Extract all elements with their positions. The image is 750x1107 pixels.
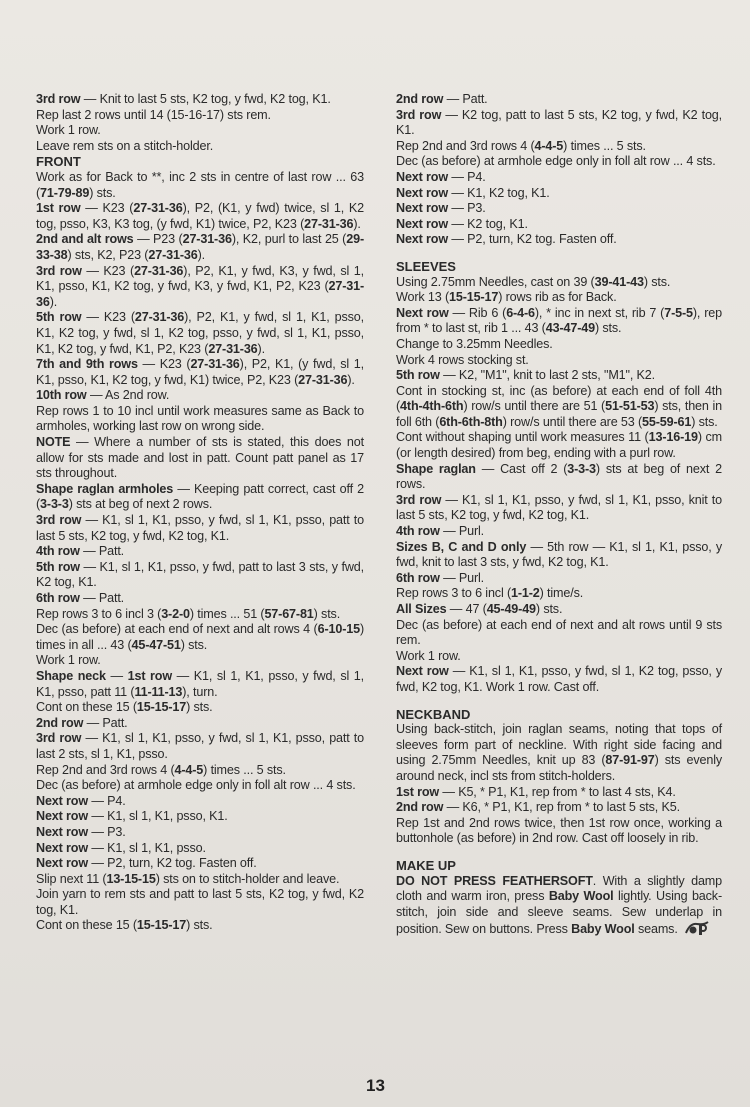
pattern-line: 3rd row — K2 tog, patt to last 5 sts, K2 tog, y fwd, K2 tog, K1. xyxy=(396,107,722,138)
pattern-line: Using 2.75mm Needles, cast on 39 (39-41-43) sts. xyxy=(396,274,671,289)
pattern-line: Next row — K1, K2 tog, K1. xyxy=(396,185,550,200)
pattern-line: 6th row — Purl. xyxy=(396,570,485,585)
pattern-line: 4th row — Purl. xyxy=(396,524,485,539)
pattern-line: Using back-stitch, join raglan seams, noting that tops of sleeves form part of neckline. With right side facing and using 2.75mm Needles, knit up 83 (87-91-97) sts evenly around neck, incl sts from stitch-holders. xyxy=(396,722,722,783)
pattern-line: Cont on these 15 (15-15-17) sts. xyxy=(36,700,213,715)
pattern-line: Work 1 row. xyxy=(396,648,461,663)
pattern-line: NOTE — Where a number of sts is stated, this does not allow for sts made and lost in patt. Count patt panel as 17 sts throughout. xyxy=(36,435,364,481)
pattern-line: Next row — P4. xyxy=(396,169,486,184)
pattern-line: 2nd row — Patt. xyxy=(396,92,488,106)
pattern-line: Rep rows 3 to 6 incl 3 (3-2-0) times ... 51 (57-67-81) sts. xyxy=(36,606,341,621)
pattern-line: DO NOT PRESS FEATHERSOFT. With a slightly damp cloth and warm iron, press Baby Wool lightly. Using back-stitch, join side and sleeve seams. Sew underlap in position. Sew on buttons. Press Baby Wool seams. xyxy=(396,874,722,941)
pattern-line: Work 1 row. xyxy=(36,123,101,138)
pattern-line: Shape raglan armholes — Keeping patt correct, cast off 2 (3-3-3) sts at beg of next 2 rows. xyxy=(36,481,364,512)
pattern-line: Change to 3.25mm Needles. xyxy=(396,336,553,351)
patons-logo-icon xyxy=(684,920,710,941)
pattern-line: Next row — K1, sl 1, K1, psso, K1. xyxy=(36,809,228,824)
pattern-line: 3rd row — Knit to last 5 sts, K2 tog, y fwd, K2 tog, K1. xyxy=(36,92,331,106)
pattern-line: All Sizes — 47 (45-49-49) sts. xyxy=(396,602,563,616)
pattern-line: Next row — P3. xyxy=(36,824,126,839)
pattern-line: Work 4 rows stocking st. xyxy=(396,352,529,367)
pattern-line: 1st row — K5, * P1, K1, rep from * to last 4 sts, K4. xyxy=(396,784,676,799)
front-continued xyxy=(396,92,722,248)
pattern-line: Rep 1st and 2nd rows twice, then 1st row once, working a buttonhole (as before) in 2nd row. Cast off loosely in rib. xyxy=(396,815,722,846)
pattern-line: Next row — P3. xyxy=(396,201,486,216)
pattern-line: Work as for Back to **, inc 2 sts in centre of last row ... 63 (71-79-89) sts. xyxy=(36,169,364,200)
pattern-line: Leave rem sts on a stitch-holder. xyxy=(36,138,214,153)
pattern-line: Rep rows 3 to 6 incl (1-1-2) time/s. xyxy=(396,586,584,601)
pattern-line: Next row — K1, sl 1, K1, psso. xyxy=(36,840,206,855)
pattern-line: 2nd and alt rows — P23 (27-31-36), K2, purl to last 25 (29-33-38) sts, K2, P23 (27-31-36). xyxy=(36,232,364,262)
section-heading-sleeves: SLEEVES xyxy=(396,258,456,274)
pattern-line: Next row — K1, sl 1, K1, psso, y fwd, sl 1, K2 tog, psso, y fwd, K2 tog, K1. Work 1 row. Cast off. xyxy=(396,664,722,694)
pattern-line: Shape raglan — Cast off 2 (3-3-3) sts at beg of next 2 rows. xyxy=(396,461,722,492)
pattern-line: Next row — P2, turn, K2 tog. Fasten off. xyxy=(36,856,257,871)
pattern-line: Cont on these 15 (15-15-17) sts. xyxy=(36,918,213,933)
pattern-line: Slip next 11 (13-15-15) sts on to stitch-holder and leave. xyxy=(36,871,340,886)
pattern-line: Rep last 2 rows until 14 (15-16-17) sts rem. xyxy=(36,107,271,122)
page-number: 13 xyxy=(366,1076,385,1095)
pattern-line: Work 1 row. xyxy=(36,653,101,668)
front-instructions xyxy=(36,170,364,934)
pattern-line: Next row — K2 tog, K1. xyxy=(396,216,528,231)
pattern-line: Rep 2nd and 3rd rows 4 (4-4-5) times ... 5 sts. xyxy=(36,762,286,777)
pattern-line: 3rd row — K1, sl 1, K1, psso, y fwd, sl 1, K1, psso, patt to last 5 sts, K2 tog, y fwd, K2 tog, K1. xyxy=(36,513,365,543)
pattern-line: 3rd row — K1, sl 1, K1, psso, y fwd, sl 1, K1, psso, patt to last 2 sts, sl 1, K1, psso. xyxy=(36,731,365,761)
pattern-line: Shape neck — 1st row — K1, sl 1, K1, psso, y fwd, sl 1, K1, psso, patt 11 (11-11-13), turn. xyxy=(36,668,364,699)
pattern-line: 3rd row — K23 (27-31-36), P2, K1, y fwd, K3, y fwd, sl 1, K1, psso, K1, K2 tog, y fwd, K3, y fwd, K1, P2, K23 (27-31-36). xyxy=(36,263,364,309)
pattern-line: 4th row — Patt. xyxy=(36,544,125,559)
pattern-line: 5th row — K1, sl 1, K1, psso, y fwd, patt to last 3 sts, y fwd, K2 tog, K1. xyxy=(36,559,364,590)
pattern-line: Dec (as before) at each end of next and alt rows 4 (6-10-15) times in all ... 43 (45-47-51) sts. xyxy=(36,622,364,652)
section-heading-makeup: MAKE UP xyxy=(396,857,456,873)
right-column xyxy=(396,92,722,941)
pattern-line: Cont in stocking st, inc (as before) at each end of foll 4th (4th-4th-6th) row/s until there are 51 (51-51-53) sts, then in foll 6th (6th-6th-8th) row/s until there are 53 (55-59-61) sts. xyxy=(396,383,722,429)
pattern-line: Rep rows 1 to 10 incl until work measures same as Back to armholes, working last row on wrong side. xyxy=(36,403,364,434)
pattern-line: Dec (as before) at armhole edge only in foll alt row ... 4 sts. xyxy=(396,154,716,169)
makeup-instructions xyxy=(396,874,722,941)
pattern-line: 2nd row — K6, * P1, K1, rep from * to last 5 sts, K5. xyxy=(396,800,680,815)
section-heading-neckband: NECKBAND xyxy=(396,706,471,722)
pattern-line: Next row — P2, turn, K2 tog. Fasten off. xyxy=(396,232,617,247)
pattern-line: Cont without shaping until work measures 11 (13-16-19) cm (or length desired) from beg, ending with a purl row. xyxy=(396,430,722,461)
pattern-line: 1st row — K23 (27-31-36), P2, (K1, y fwd) twice, sl 1, K2 tog, psso, K3, K3 tog, (y fwd, K1) twice, P2, K23 (27-31-36). xyxy=(36,201,365,231)
pattern-line: Dec (as before) at armhole edge only in foll alt row ... 4 sts. xyxy=(36,778,356,793)
pattern-line: 6th row — Patt. xyxy=(36,591,125,605)
pattern-line: 2nd row — Patt. xyxy=(36,715,128,730)
pattern-line: 7th and 9th rows — K23 (27-31-36), P2, K1, (y fwd, sl 1, K1, psso, K1, K2 tog, y fwd, K1) twice, P2, K23 (27-31-36). xyxy=(36,357,364,387)
pattern-line: 5th row — K2, "M1", knit to last 2 sts, "M1", K2. xyxy=(396,368,655,383)
pattern-line: Next row — Rib 6 (6-4-6), * inc in next st, rib 7 (7-5-5), rep from * to last st, rib 1 ... 43 (43-47-49) sts. xyxy=(396,305,722,336)
pattern-line: 10th row — As 2nd row. xyxy=(36,388,170,403)
pattern-line: Dec (as before) at each end of next and alt rows until 9 sts rem. xyxy=(396,617,722,648)
left-column xyxy=(36,92,364,934)
neckband-instructions xyxy=(396,722,722,847)
section-heading-front: FRONT xyxy=(36,154,81,170)
sleeves-instructions xyxy=(396,275,722,696)
pattern-line: Work 13 (15-15-17) rows rib as for Back. xyxy=(396,290,617,305)
pattern-line: Rep 2nd and 3rd rows 4 (4-4-5) times ... 5 sts. xyxy=(396,138,646,153)
pattern-line: Next row — P4. xyxy=(36,793,126,808)
pattern-line: Sizes B, C and D only — 5th row — K1, sl 1, K1, psso, y fwd, knit to last 3 sts, y fwd, K2 tog, K1. xyxy=(396,539,722,570)
pattern-line: 5th row — K23 (27-31-36), P2, K1, y fwd, sl 1, K1, psso, K1, K2 tog, y fwd, sl 1, K2 tog, psso, y fwd, sl 1, K1, psso, K1, K2 tog, y fwd, K1, P2, K23 (27-31-36). xyxy=(36,310,364,356)
pattern-line: Join yarn to rem sts and patt to last 5 sts, K2 tog, y fwd, K2 tog, K1. xyxy=(36,887,364,917)
pattern-line: 3rd row — K1, sl 1, K1, psso, y fwd, sl 1, K1, psso, knit to last 5 sts, K2 tog, y fwd, K2 tog, K1. xyxy=(396,492,723,523)
